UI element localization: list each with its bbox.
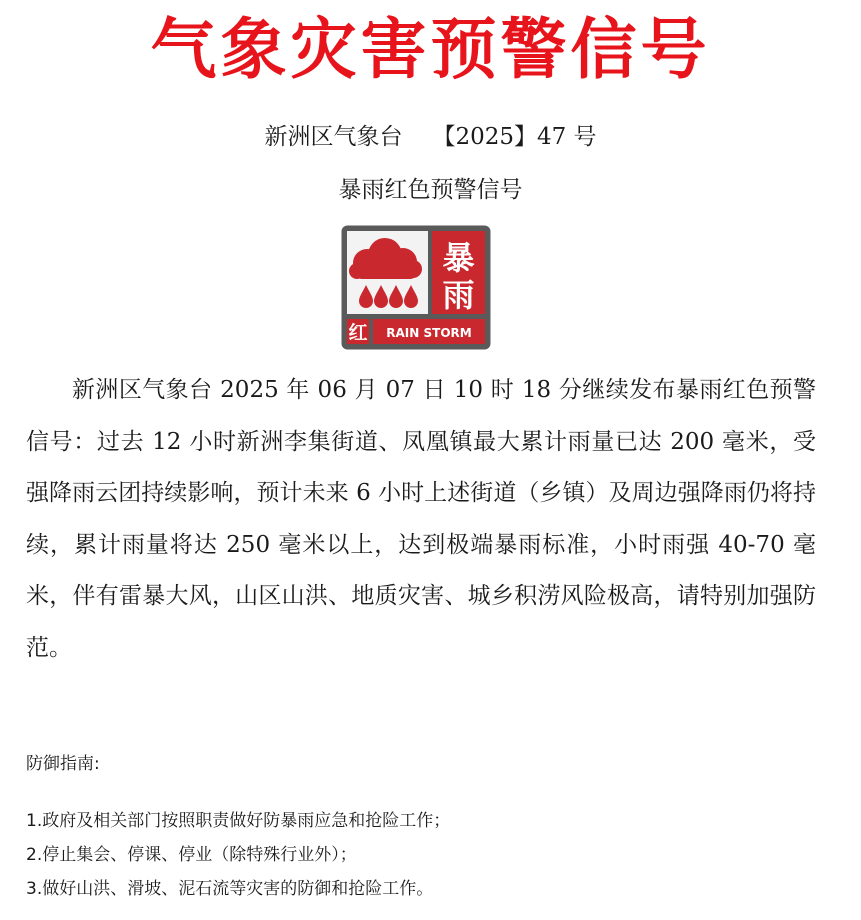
rainstorm-red-signal-icon xyxy=(341,225,491,350)
badge-type-char-bottom: 雨 xyxy=(442,276,475,314)
defense-guidelines-list xyxy=(26,804,450,906)
guideline-item: 1.政府及相关部门按照职责做好防暴雨应急和抢险工作； xyxy=(26,811,451,831)
badge-type-char-top: 暴 xyxy=(442,239,475,277)
guideline-item: 3.做好山洪、滑坡、泥石流等灾害的防御和抢险工作。 xyxy=(26,879,434,899)
defense-guidelines-title: 防御指南: xyxy=(26,754,100,774)
warning-body-paragraph: 新洲区气象台 2025 年 06 月 07 日 10 时 18 分继续发布暴雨红色预警信号：过去 12 小时新洲李集街道、凤凰镇最大累计雨量已达 200 毫米，受强降雨云团持续影响，预计未来 6 小时上述街道（乡镇）及周边强降雨仍将持续，累计雨量将达 250 毫米以上，达到极端暴雨标准，小时雨强 40-70 毫米，伴有雷暴大风，山区山洪、地质灾害、城乡积涝风险极高，请特别加强防范。 xyxy=(26,377,816,661)
badge-level-char: 红 xyxy=(348,322,368,344)
page-title: 气象灾害预警信号 xyxy=(150,10,711,88)
signal-name: 暴雨红色预警信号 xyxy=(338,177,523,203)
document-number: 【2025】47 号 xyxy=(432,124,597,150)
guideline-item: 2.停止集会、停课、停业（除特殊行业外）； xyxy=(26,845,357,865)
issuer-office: 新洲区气象台 xyxy=(264,124,403,150)
badge-english-label: RAIN STORM xyxy=(386,326,472,340)
issuer-line xyxy=(0,120,861,154)
